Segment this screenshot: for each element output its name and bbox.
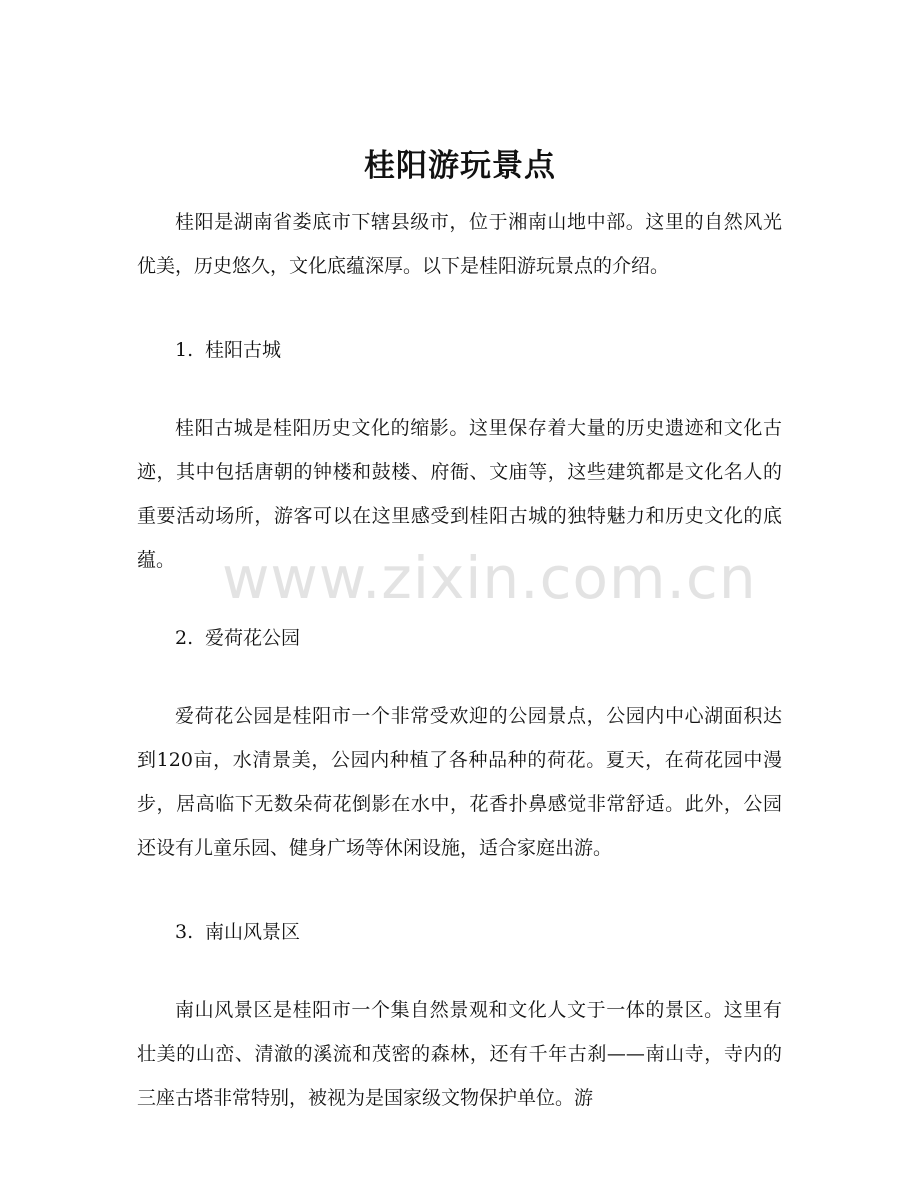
section-title: 桂阳古城 [205,339,282,361]
section-title: 爱荷花公园 [205,627,301,649]
section-heading-1 [137,328,782,372]
section-paragraph-3: 南山风景区是桂阳市一个集自然景观和文化人文于一体的景区。这里有壮美的山峦、清澈的溪流和茂密的森林，还有千年古刹——南山寺，寺内的三座古塔非常特别，被视为是国家级文物保护单位。游 [137,999,782,1109]
section-heading-3 [137,910,782,954]
section-paragraph-1: 桂阳古城是桂阳历史文化的缩影。这里保存着大量的历史遗迹和文化古迹，其中包括唐朝的钟楼和鼓楼、府衙、文庙等，这些建筑都是文化名人的重要活动场所，游客可以在这里感受到桂阳古城的独特魅力和历史文化的底蕴。 [137,417,782,571]
section-number: 1. [175,339,194,361]
section-heading-2 [137,616,782,660]
section-number: 3. [175,921,194,943]
section-title: 南山风景区 [205,921,301,943]
section-paragraph-2: 爱荷花公园是桂阳市一个非常受欢迎的公园景点，公园内中心湖面积达到120亩，水清景美，公园内种植了各种品种的荷花。夏天，在荷花园中漫步，居高临下无数朵荷花倒影在水中，花香扑鼻感觉非常舒适。此外，公园还设有儿童乐园、健身广场等休闲设施，适合家庭出游。 [137,705,782,859]
document-title: 桂阳游玩景点 [364,148,556,184]
document-body [137,200,782,1120]
section-number: 2. [175,627,194,649]
watermark: www.zixin.com.cn [222,544,757,612]
intro-paragraph: 桂阳是湖南省娄底市下辖县级市，位于湘南山地中部。这里的自然风光优美，历史悠久，文化底蕴深厚。以下是桂阳游玩景点的介绍。 [137,211,782,277]
